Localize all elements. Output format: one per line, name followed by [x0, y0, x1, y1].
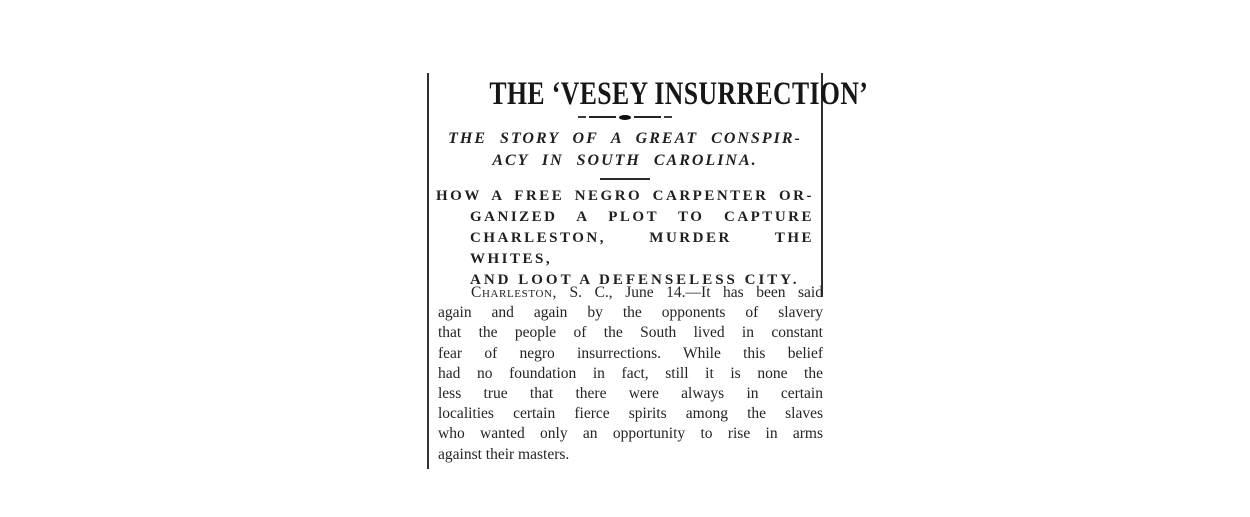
body-line: again and again by the opponents of slavery: [438, 304, 823, 322]
rule-line-icon: [589, 116, 616, 118]
ornament-divider: [577, 114, 673, 120]
rule-dash-icon: [578, 116, 586, 118]
headline-text: THE ‘VESEY INSURRECTION’: [489, 76, 869, 112]
dateline: Charleston,: [471, 284, 558, 301]
subheadline-italic-line: ACY IN SOUTH CAROLINA.: [492, 152, 758, 169]
headline: [436, 76, 869, 112]
body-line-text: S. C., June 14.—It has been said: [557, 284, 823, 301]
rule-dash-icon: [664, 116, 672, 118]
article-body: [427, 280, 823, 469]
subheadline-italic: [436, 128, 814, 172]
subheadline-deck-line: HOW A FREE NEGRO CARPENTER OR-: [436, 188, 814, 204]
body-line: who wanted only an opportunity to rise in arms: [438, 425, 823, 443]
subheadline-deck-line: AND LOOT A DEFENSELESS CITY.: [470, 272, 800, 288]
body-line: [438, 283, 823, 303]
subheadline-deck-line: CHARLESTON, MURDER THE WHITES,: [470, 230, 814, 267]
section-divider-rule: [600, 178, 650, 180]
subheadline-deck-line: GANIZED A PLOT TO CAPTURE: [470, 209, 814, 225]
headline-block: [427, 73, 869, 297]
diamond-rule-icon: [619, 115, 631, 120]
rule-line-icon: [634, 116, 661, 118]
body-line: against their masters.: [438, 445, 570, 463]
body-line: localities certain fierce spirits among the slaves: [438, 405, 823, 423]
body-line: fear of negro insurrections. While this belief: [438, 344, 823, 362]
subheadline-deck: [436, 186, 814, 291]
body-line: less true that there were always in certain: [438, 385, 823, 403]
body-line: that the people of the South lived in constant: [438, 324, 823, 342]
body-line: had no foundation in fact, still it is none the: [438, 364, 823, 382]
subheadline-italic-line: THE STORY OF A GREAT CONSPIR-: [448, 130, 802, 147]
